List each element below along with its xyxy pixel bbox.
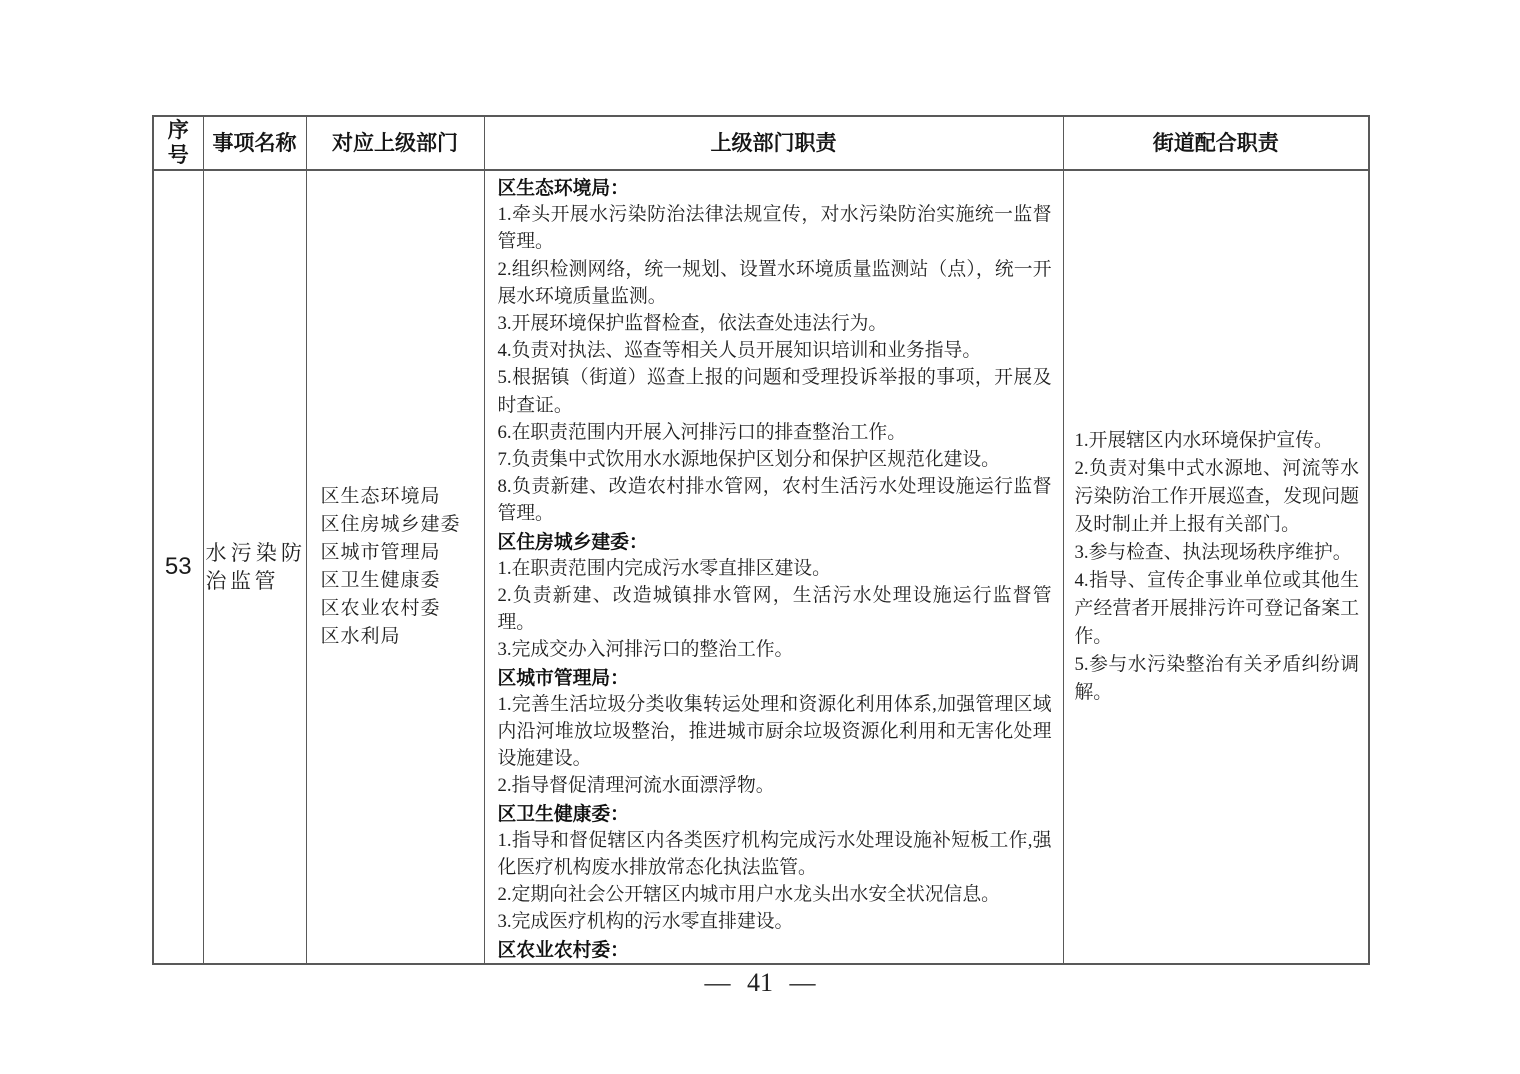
- superior-duty-item: 4.负责对执法、巡查等相关人员开展知识培训和业务指导。: [497, 340, 982, 362]
- department-heading: 区住房城乡建委：: [497, 530, 648, 552]
- superior-duty-item: 1.牵头开展水污染防治法律法规宣传，对水污染防治实施统一监督管理。: [497, 204, 1052, 253]
- department-item: 区住房城乡建委: [320, 513, 461, 535]
- responsibility-table: [152, 115, 1370, 965]
- department-item: 区卫生健康委: [320, 569, 441, 591]
- cell-item-name: [203, 170, 306, 964]
- column-header-superior-duties: [484, 116, 1063, 170]
- column-header-serial: [153, 116, 203, 170]
- street-duty-item: 1.开展辖区内水环境保护宣传。: [1074, 429, 1333, 451]
- department-heading: 区农业农村委：: [497, 938, 629, 960]
- column-header-item-name-label: 事项名称: [212, 131, 297, 155]
- cell-departments: [306, 170, 484, 964]
- superior-duty-item: 2.定期向社会公开辖区内城市用户水龙头出水安全状况信息。: [497, 884, 1000, 906]
- department-item: 区城市管理局: [320, 541, 441, 563]
- table-row: [153, 170, 1369, 964]
- cell-serial-number: [153, 170, 203, 964]
- street-duty-list: [1075, 427, 1360, 707]
- street-duty-item: 5.参与水污染整治有关矛盾纠纷调解。: [1074, 653, 1359, 703]
- column-header-serial-label: 序号: [167, 119, 189, 167]
- department-item: 区水利局: [320, 625, 401, 647]
- street-duty-item: 3.参与检查、执法现场秩序维护。: [1074, 541, 1352, 563]
- department-heading: 区生态环境局：: [497, 177, 629, 198]
- superior-duty-item: 3.完成交办入河排污口的整治工作。: [497, 639, 794, 661]
- item-name: 水污染防治监管: [205, 540, 306, 593]
- department-item: 区农业农村委: [320, 597, 441, 619]
- superior-duty-item: 2.组织检测网络，统一规划、设置水环境质量监测站（点），统一开展水环境质量监测。: [497, 258, 1052, 307]
- column-header-departments-label: 对应上级部门: [332, 131, 458, 155]
- superior-duty-item: 3.开展环境保护监督检查，依法查处违法行为。: [497, 313, 888, 335]
- superior-duty-item: 6.在职责范围内开展入河排污口的排查整治工作。: [497, 421, 906, 443]
- street-duty-item: 2.负责对集中式水源地、河流等水污染防治工作开展巡查，发现问题及时制止并上报有关部门。: [1074, 457, 1359, 535]
- department-heading: 区卫生健康委：: [497, 802, 629, 824]
- superior-duty-item: 1.完善生活垃圾分类收集转运处理和资源化利用体系,加强管理区域内沿河堆放垃圾整治，推进城市厨余垃圾资源化利用和无害化处理设施建设。: [497, 693, 1052, 770]
- superior-duty-list: [498, 174, 1052, 963]
- serial-number: 53: [164, 552, 192, 580]
- superior-duty-item: 7.负责集中式饮用水水源地保护区划分和保护区规范化建设。: [497, 449, 1000, 471]
- superior-duty-item: 2.负责新建、改造城镇排水管网，生活污水处理设施运行监督管理。: [497, 585, 1052, 634]
- column-header-departments: [306, 116, 484, 170]
- superior-duty-item: 2.指导督促清理河流水面漂浮物。: [497, 775, 775, 797]
- column-header-street-duties-label: 街道配合职责: [1152, 131, 1279, 155]
- column-header-item-name: [203, 116, 306, 170]
- superior-duty-item: 5.根据镇（街道）巡查上报的问题和受理投诉举报的事项，开展及时查证。: [497, 367, 1052, 416]
- column-header-superior-duties-label: 上级部门职责: [710, 131, 837, 155]
- superior-duty-item: 8.负责新建、改造农村排水管网，农村生活污水处理设施运行监督管理。: [497, 476, 1052, 525]
- department-heading: 区城市管理局：: [497, 666, 629, 688]
- page-number: — 41 —: [704, 968, 816, 997]
- superior-duty-item: 1.指导和督促辖区内各类医疗机构完成污水处理设施补短板工作,强化医疗机构废水排放常态化执法监管。: [497, 829, 1052, 879]
- department-list: [321, 483, 478, 651]
- street-duty-item: 4.指导、宣传企事业单位或其他生产经营者开展排污许可登记备案工作。: [1074, 569, 1359, 647]
- cell-superior-duties: [484, 170, 1063, 964]
- table-header-row: [153, 116, 1369, 170]
- department-item: 区生态环境局: [320, 485, 441, 507]
- cell-street-duties: [1063, 170, 1369, 964]
- superior-duty-item: 1.在职责范围内完成污水零直排区建设。: [497, 557, 831, 579]
- column-header-street-duties: [1063, 116, 1369, 170]
- superior-duty-item: 3.完成医疗机构的污水零直排建设。: [497, 911, 794, 933]
